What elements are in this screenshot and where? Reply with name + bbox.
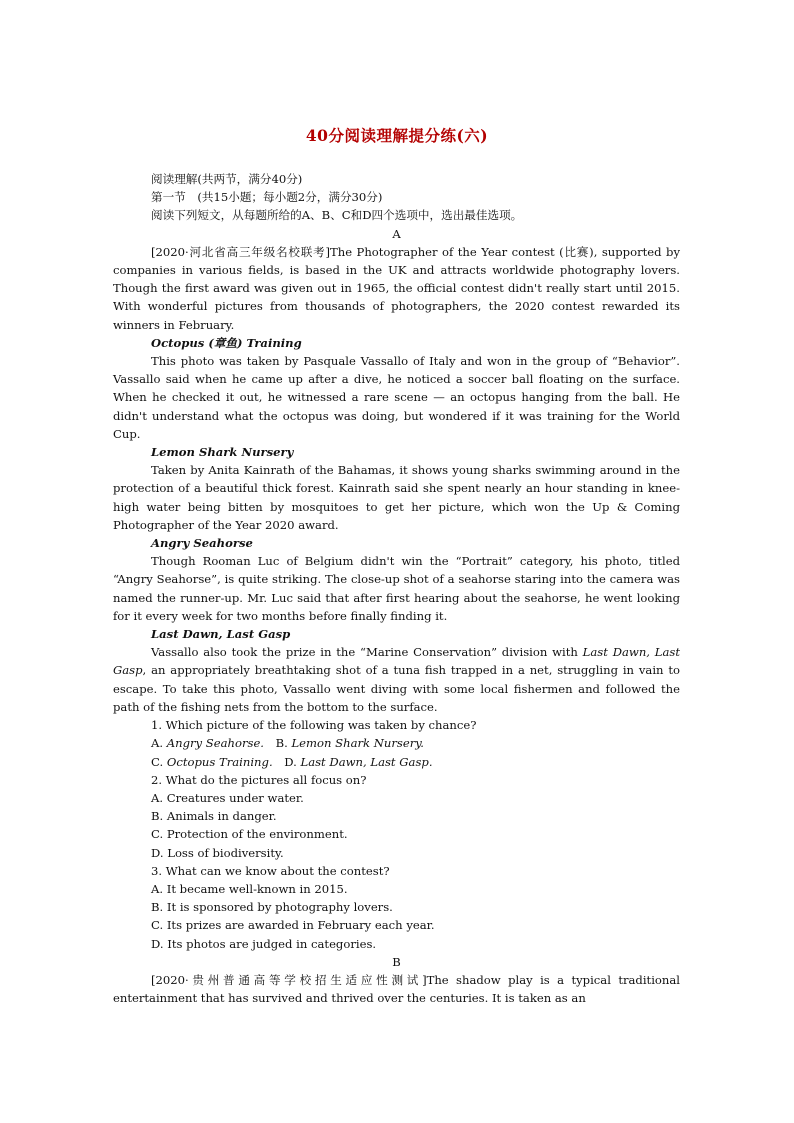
question-3-option-c: C. Its prizes are awarded in February each year. [151,918,435,933]
subheading-octopus-training: Octopus (章鱼) Training [151,335,302,350]
question-3-option-a: A. It became well-known in 2015. [151,881,348,896]
question-2-option-a: A. Creatures under water. [151,790,304,805]
section-a-label: A [392,226,401,241]
question-2-option-d: D. Loss of biodiversity. [151,845,284,860]
document-body [113,170,680,1007]
passage-a-paragraph-2: This photo was taken by Pasquale Vassallo of Italy and won in the group of “Behavior”. Vassallo said when he came up after a dive, he noticed a soccer ball floating on the surface. When he checked it out, he witnessed a rare scene — an octopus hanging from the ball. He didn't understand what the octopus was doing, but wondered if it was training for the World Cup. [113,354,680,441]
question-1-stem: 1. Which picture of the following was taken by chance? [151,718,477,733]
question-2-option-c: C. Protection of the environment. [151,827,348,842]
subheading-lemon-shark-nursery: Lemon Shark Nursery [151,445,294,460]
passage-a-paragraph-5: Vassallo also took the prize in the “Marine Conservation” division with Last Dawn, Last Gasp, an appropriately breathtaking shot of a tuna fish trapped in a net, struggling in vain to escape. To take this photo, Vassallo went diving with some local fishermen and followed the path of the fishing nets from the bottom to the surface. [113,645,681,714]
intro-line-2: 第一节 (共15小题；每小题2分，满分30分) [151,190,383,205]
intro-line-1: 阅读理解(共两节，满分40分) [151,172,303,186]
question-3-option-d: D. Its photos are judged in categories. [151,936,377,951]
page-title: 40分阅读理解提分练(六) [305,126,489,145]
passage-a-paragraph-4: Though Rooman Luc of Belgium didn't win the “Portrait” category, his photo, titled “Angry Seahorse”, is quite striking. The close-up shot of a seahorse staring into the camera was named the runner-up. Mr. Luc said that after first hearing about the seahorse, he went looking for it every week for two months before finally finding it. [113,554,680,623]
question-1-options-row-2: C. Octopus Training. D. Last Dawn, Last Gasp. [151,754,433,769]
passage-b-paragraph-1: [2020·贵州普通高等学校招生适应性测试]The shadow play is a typical traditional entertainment that has survived and thrived over the centuries. It is taken as an [113,972,680,1006]
subheading-angry-seahorse: Angry Seahorse [151,536,253,551]
question-2-stem: 2. What do the pictures all focus on? [151,772,367,787]
question-2-option-b: B. Animals in danger. [151,809,277,824]
passage-a-paragraph-1: [2020·河北省高三年级名校联考]The Photographer of the Year contest (比赛), supported by companies in various fields, is based in the UK and attracts worldwide photography lovers. Though the first award was given out in 1965, the official contest didn't really start until 2015. With wonderful pictures from thousands of photographers, the 2020 contest rewarded its winners in February. [113,244,680,332]
question-3-stem: 3. What can we know about the contest? [151,863,390,878]
section-b-label: B [392,954,401,969]
subheading-last-dawn: Last Dawn, Last Gasp [151,627,291,642]
intro-line-3: 阅读下列短文，从每题所给的A、B、C和D四个选项中，选出最佳选项。 [151,208,523,223]
question-1-options-row-1: A. Angry Seahorse. B. Lemon Shark Nursery. [151,736,424,751]
question-3-option-b: B. It is sponsored by photography lovers. [151,900,393,915]
title-last-dawn-italic: Last Dawn, Last Gasp [113,645,681,678]
passage-a-paragraph-3: Taken by Anita Kainrath of the Bahamas, it shows young sharks swimming around in the protection of a beautiful thick forest. Kainrath said she spent nearly an hour standing in knee-high water being bitten by mosquitoes to get her picture, which won the Up & Coming Photographer of the Year 2020 award. [113,463,680,532]
